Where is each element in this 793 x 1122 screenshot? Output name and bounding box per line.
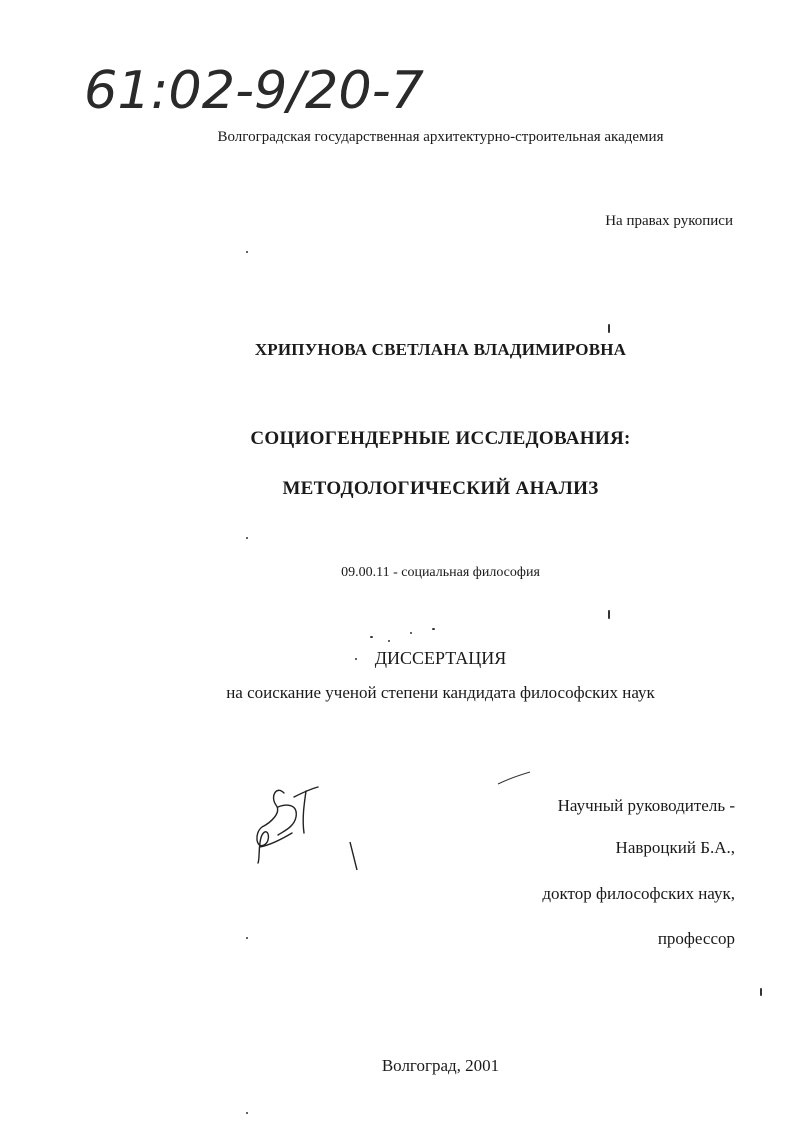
archive-code-text: 61:02-9/20-7	[84, 61, 424, 121]
dissertation-title-line-2: МЕТОДОЛОГИЧЕСКИЙ АНАЛИЗ	[282, 478, 599, 499]
scan-speck	[246, 537, 248, 539]
scan-speck	[432, 628, 435, 630]
scan-speck	[608, 610, 610, 619]
author-name: ХРИПУНОВА СВЕТЛАНА ВЛАДИМИРОВНА	[254, 340, 627, 359]
scan-speck	[410, 632, 412, 634]
scan-speck	[370, 636, 373, 638]
pen-stroke-mark	[496, 770, 532, 786]
city-year: Волгоград, 2001	[381, 1056, 500, 1075]
signature	[248, 775, 328, 870]
scan-speck	[355, 658, 357, 660]
supervisor-degree: доктор философских наук,	[542, 884, 735, 903]
scan-speck	[608, 324, 610, 333]
document-type: ДИССЕРТАЦИЯ	[374, 648, 507, 668]
supervisor-label: Научный руководитель -	[557, 796, 735, 815]
handwritten-archive-code	[80, 52, 440, 132]
dissertation-title-line-1: СОЦИОГЕНДЕРНЫЕ ИССЛЕДОВАНИЯ:	[250, 428, 631, 449]
institution-name: Волгоградская государственная архитектурно-строительная академия	[217, 129, 664, 145]
scan-speck	[246, 1112, 248, 1114]
degree-statement: на соискание ученой степени кандидата философских наук	[226, 683, 655, 702]
scan-speck	[760, 988, 762, 996]
pen-stroke-mark	[348, 840, 360, 872]
specialty-code: 09.00.11 - социальная философия	[341, 565, 540, 580]
scan-speck	[388, 640, 390, 642]
supervisor-name: Навроцкий Б.А.,	[615, 838, 735, 857]
supervisor-rank: профессор	[657, 929, 735, 948]
scan-speck	[246, 251, 248, 253]
scan-speck	[246, 937, 248, 939]
manuscript-rights-note: На правах рукописи	[605, 213, 733, 229]
